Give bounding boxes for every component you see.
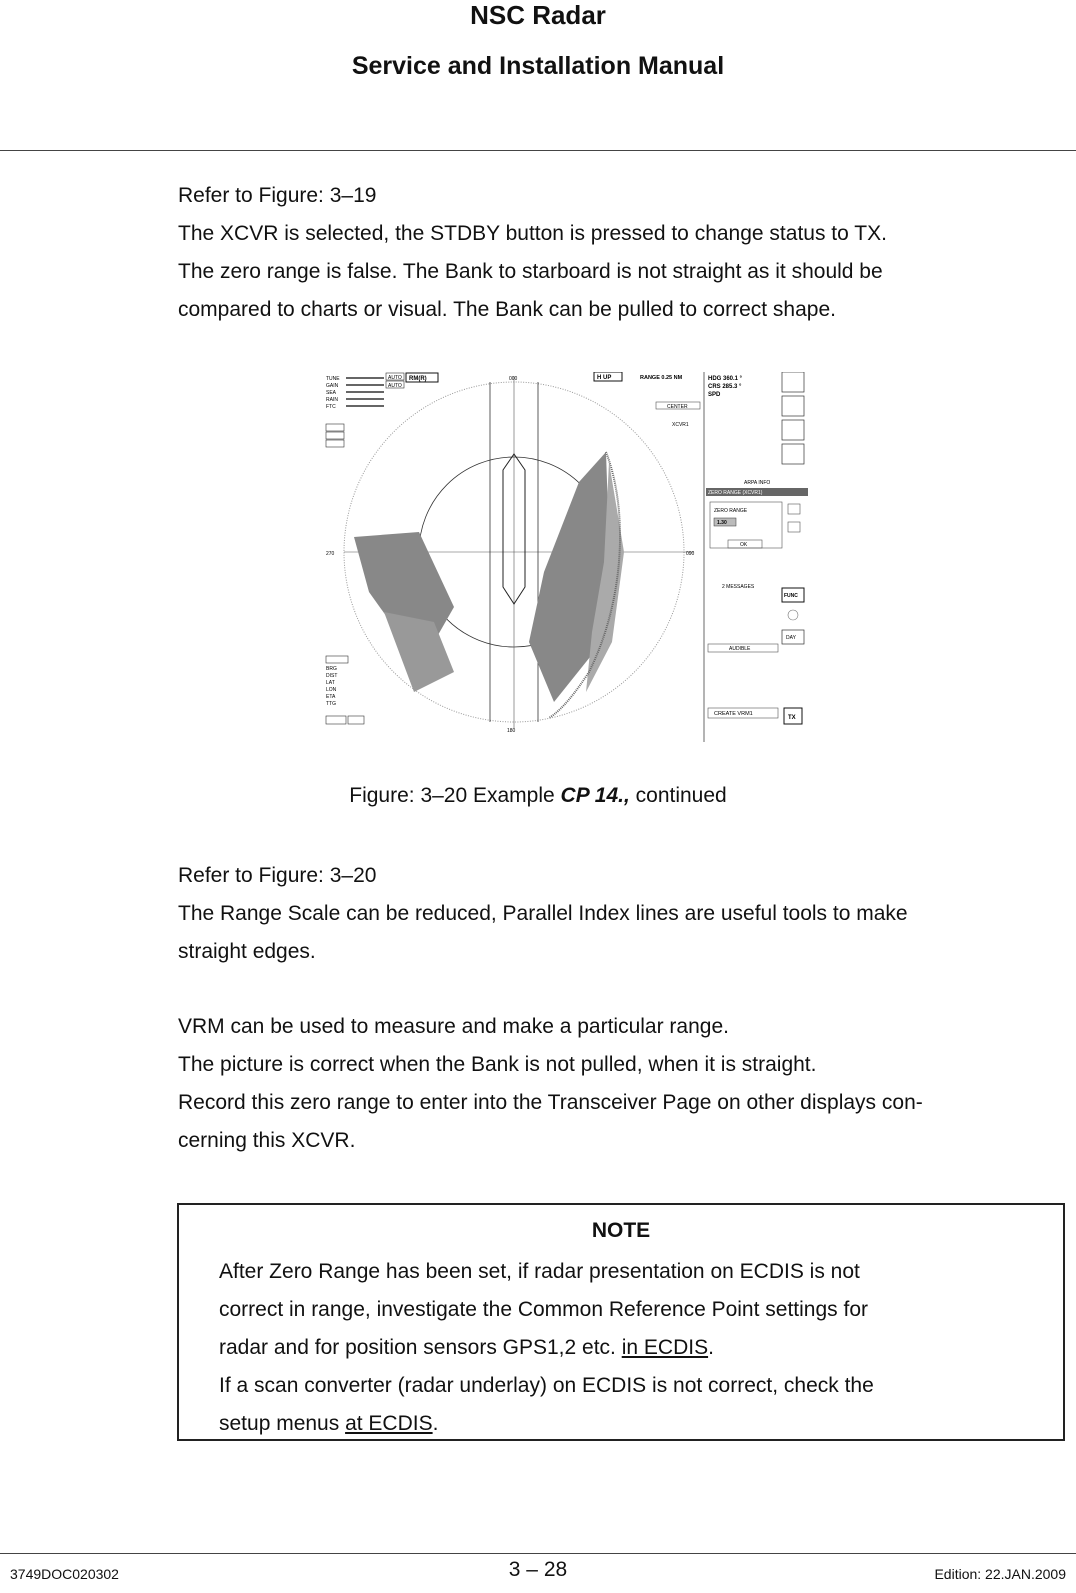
section-2-line: straight edges. [178, 940, 316, 963]
zero-range-value: 1.30 [717, 520, 727, 526]
caption-suffix: continued [629, 784, 727, 807]
tx-button: TX [788, 715, 796, 721]
arpa-info-label: ARPA INFO [744, 480, 771, 486]
section-3-line: VRM can be used to measure and make a particular range. [178, 1015, 729, 1038]
svg-text:AUTO: AUTO [388, 383, 402, 389]
func-button: FUNC [784, 593, 798, 599]
svg-text:SEA: SEA [326, 390, 337, 396]
hdg-readout: HDG 360.1 ° [708, 376, 743, 382]
section-1-line: The zero range is false. The Bank to starboard is not straight as it should be [178, 260, 883, 283]
document-title: NSC Radar [470, 0, 606, 30]
section-3-line: cerning this XCVR. [178, 1129, 356, 1152]
caption-example: CP 14., [560, 784, 630, 807]
note-line: If a scan converter (radar underlay) on ECDIS is not correct, check the [219, 1374, 874, 1397]
spd-readout: SPD [708, 392, 721, 398]
section-2 [178, 857, 1058, 971]
note-text: setup menus [219, 1412, 346, 1435]
ok-button: OK [740, 542, 748, 548]
note-text: radar and for position sensors GPS1,2 etc. [219, 1336, 622, 1359]
document-subtitle: Service and Installation Manual [351, 52, 725, 80]
caption-prefix: Figure: 3–20 Example [349, 784, 561, 807]
create-vrm-button: CREATE VRM1 [714, 711, 753, 717]
zero-range-label: ZERO RANGE [714, 508, 748, 514]
svg-text:BRG: BRG [326, 666, 337, 672]
note-line: After Zero Range has been set, if radar presentation on ECDIS is not [219, 1260, 860, 1283]
svg-text:LAT: LAT [326, 680, 335, 686]
footer-rule [0, 1553, 1076, 1554]
bearing-270: 270 [326, 551, 335, 557]
svg-text:FTC: FTC [326, 404, 336, 410]
svg-text:LON: LON [326, 687, 337, 693]
note-box [177, 1203, 1065, 1441]
svg-text:DIST: DIST [326, 673, 338, 679]
in-ecdis-link[interactable]: in ECDIS [621, 1336, 709, 1359]
xcvr-label: XCVR1 [672, 422, 689, 428]
note-line: correct in range, investigate the Common Reference Point settings for [219, 1298, 868, 1321]
edition: Edition: 22.JAN.2009 [934, 1566, 1066, 1582]
at-ecdis-link[interactable]: at ECDIS [345, 1412, 433, 1435]
svg-text:TTG: TTG [326, 701, 336, 707]
note-text: . [432, 1412, 439, 1435]
section-3-line: Record this zero range to enter into the Transceiver Page on other displays con- [178, 1091, 923, 1114]
doc-id: 3749DOC020302 [10, 1566, 119, 1582]
orientation-mode: RM(R) [409, 376, 427, 382]
section-3 [178, 1008, 1058, 1160]
bearing-180: 180 [507, 728, 516, 734]
zero-range-panel-title: ZERO RANGE (XCVR1) [708, 490, 763, 496]
svg-text:AUTO: AUTO [388, 375, 402, 381]
audible-button: AUDIBLE [729, 646, 751, 652]
svg-text:TUNE: TUNE [326, 376, 340, 382]
section-1-line: compared to charts or visual. The Bank can be pulled to correct shape. [178, 298, 836, 321]
section-3-line: The picture is correct when the Bank is not pulled, when it is straight. [178, 1053, 817, 1076]
note-text: . [708, 1336, 714, 1359]
header-rule [0, 150, 1076, 151]
range-label: RANGE 0.25 NM [640, 375, 683, 381]
section-2-line: Refer to Figure: 3–20 [178, 864, 377, 887]
section-2-line: The Range Scale can be reduced, Parallel Index lines are useful tools to make [178, 902, 908, 925]
bearing-000: 000 [509, 376, 518, 382]
radar-screenshot-figure [324, 372, 816, 742]
bearing-090: 090 [686, 551, 695, 557]
day-button: DAY [786, 635, 796, 641]
note-line [219, 1405, 1039, 1443]
section-1-line: The XCVR is selected, the STDBY button is pressed to change status to TX. [178, 222, 887, 245]
section-1-line: Refer to Figure: 3–19 [178, 184, 377, 207]
note-title: NOTE [591, 1219, 651, 1242]
svg-text:ETA: ETA [326, 694, 336, 700]
mode-label: H UP [597, 375, 612, 381]
page-number: 3 – 28 [508, 1558, 568, 1581]
note-line [219, 1329, 1039, 1367]
figure-caption [0, 784, 1076, 808]
center-button: CENTER [667, 404, 688, 410]
svg-text:RAIN: RAIN [326, 397, 338, 403]
crs-readout: CRS 285.3 ° [708, 384, 742, 390]
svg-text:GAIN: GAIN [326, 383, 339, 389]
messages-label: 2 MESSAGES [722, 584, 755, 590]
note-body [219, 1253, 1039, 1443]
section-1 [178, 177, 1058, 329]
